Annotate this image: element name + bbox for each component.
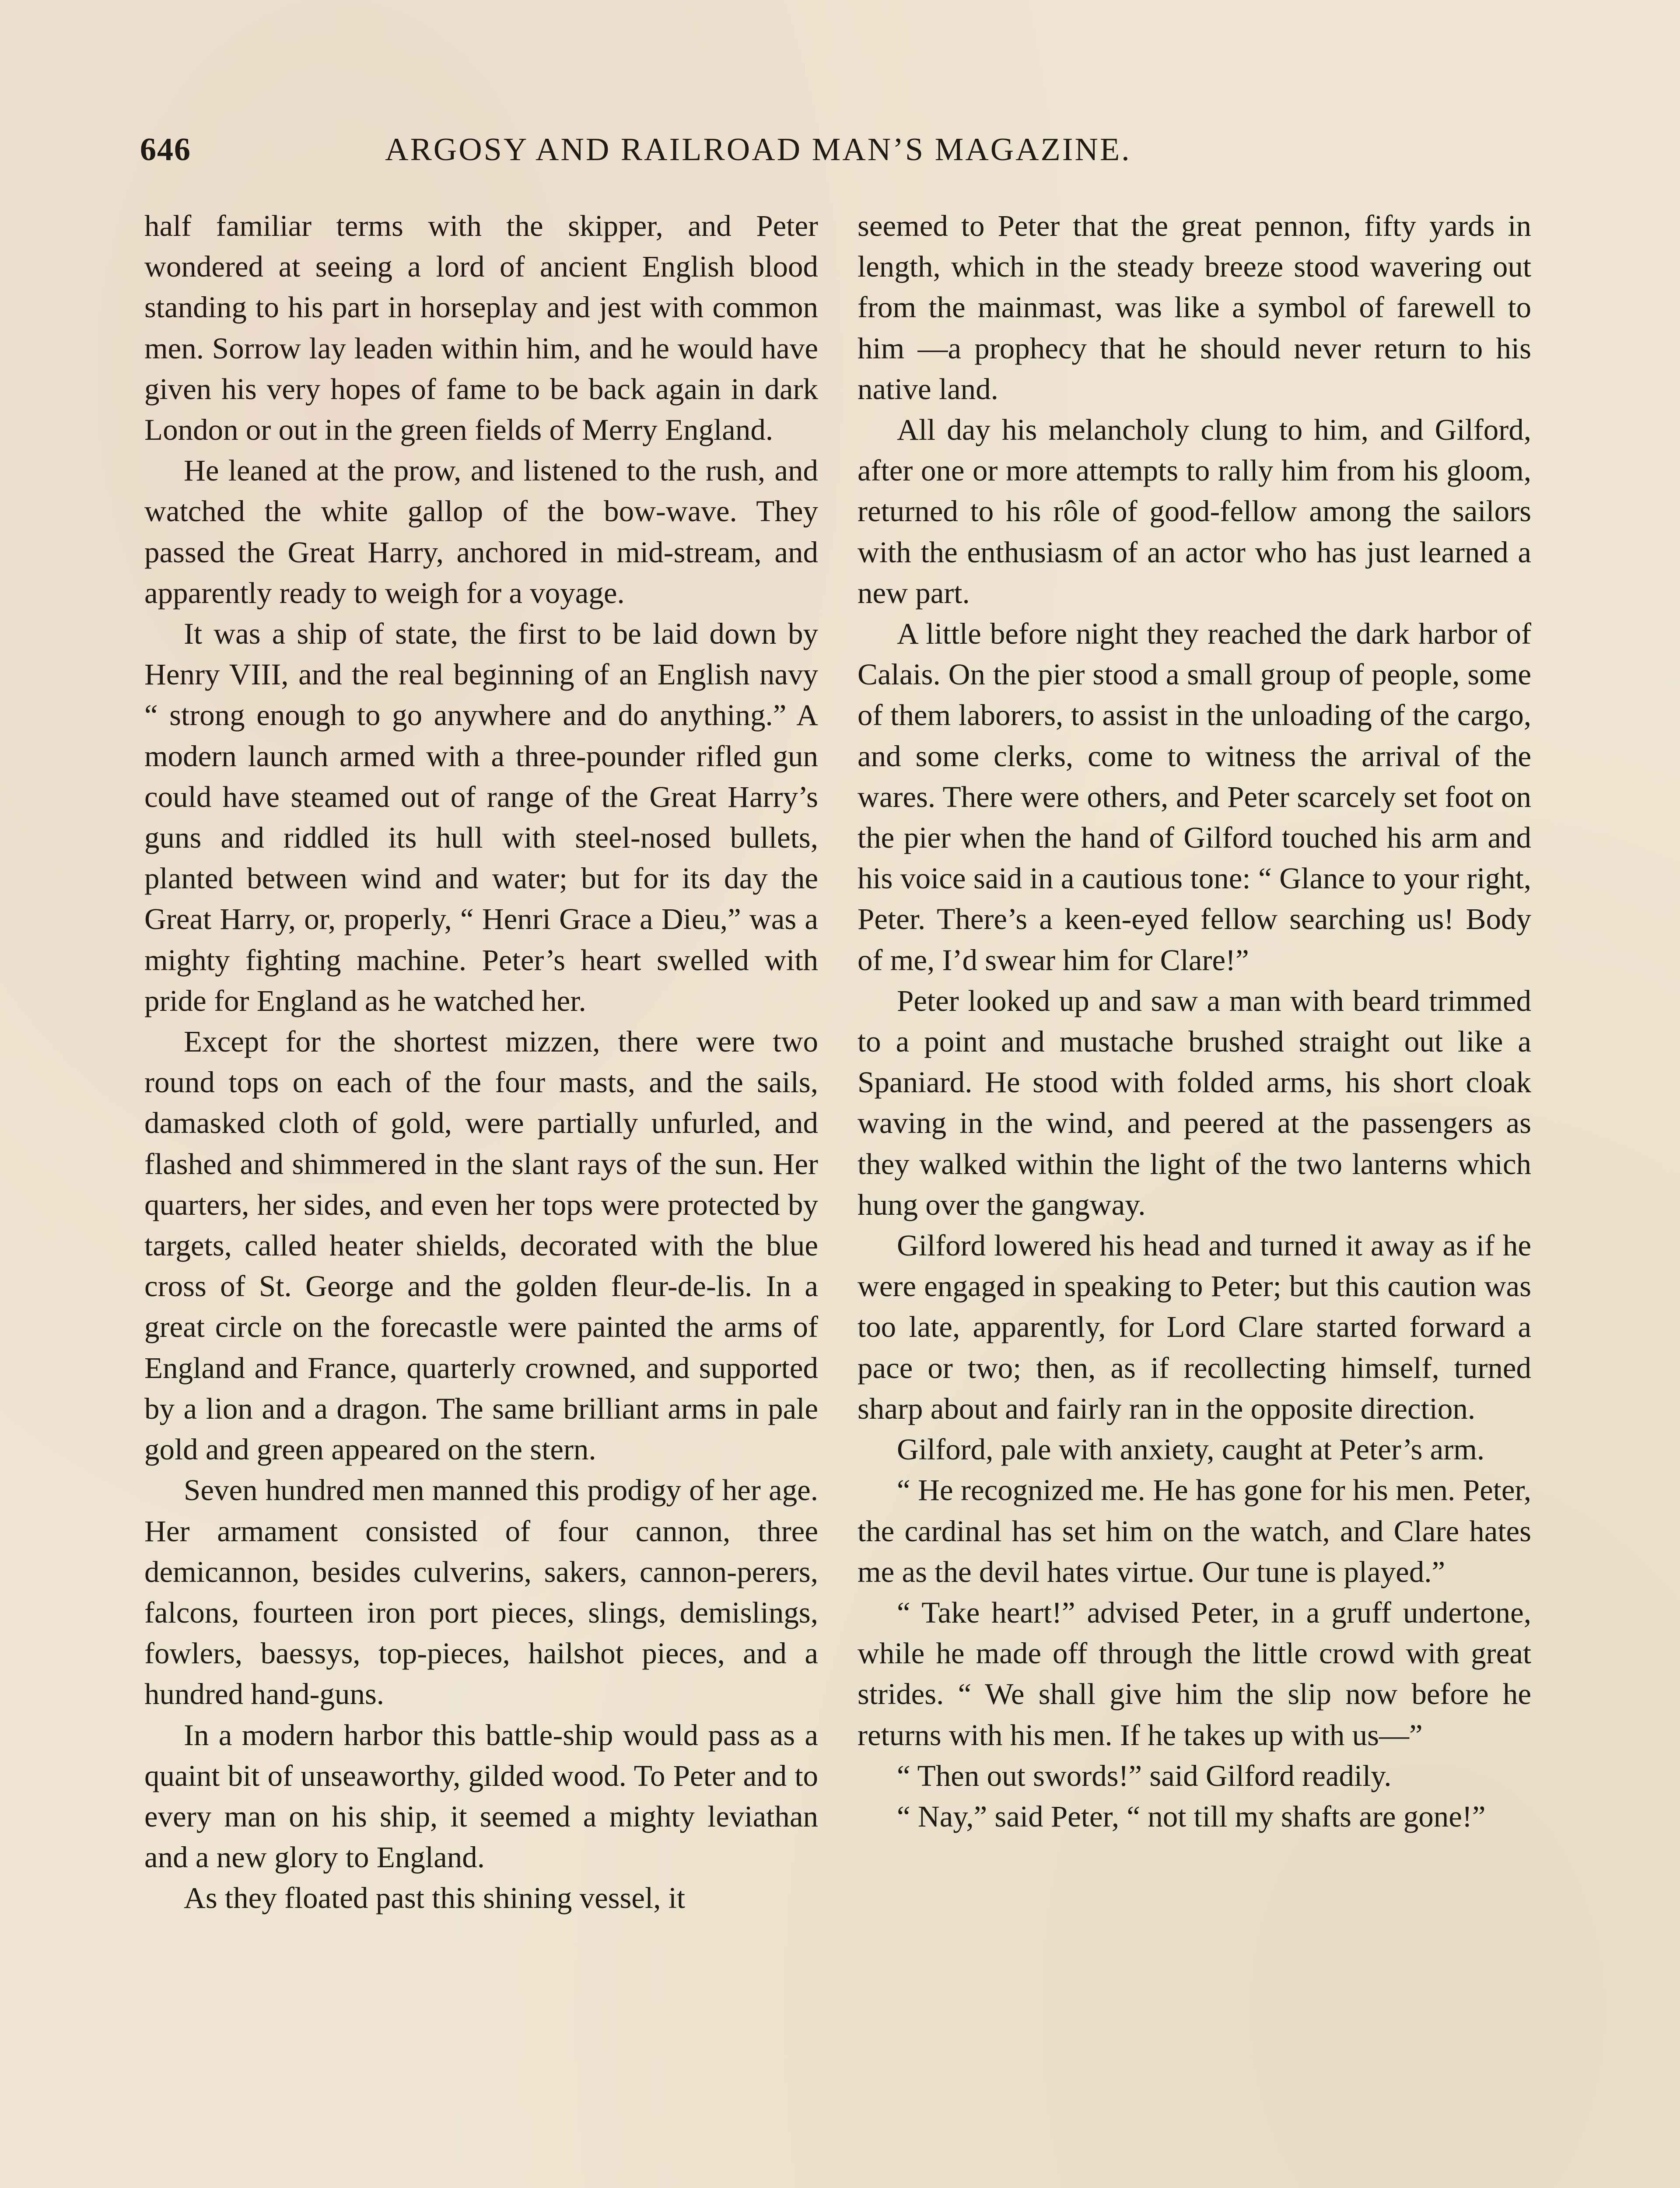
text-columns <box>140 206 1540 2188</box>
right-column <box>858 206 1531 1837</box>
paragraph: “ He recognized me. He has gone for his men. Peter, the cardinal has set him on the watch, and Clare hates me as the devil hates virtue. Our tune is played.” <box>858 1473 1531 1588</box>
paragraph: seemed to Peter that the great pennon, fifty yards in length, which in the steady breeze stood wavering out from the mainmast, was like a symbol of farewell to him —a prophecy that he should never return to his native land. <box>858 209 1531 406</box>
page-number: 646 <box>140 132 191 168</box>
paragraph: Except for the shortest mizzen, there were two round tops on each of the four masts, and the sails, damasked cloth of gold, were partially unfurled, and flashed and shimmered in the slant rays of the sun. Her quarters, her sides, and even her tops were protected by targets, called heater shields, decorated with the blue cross of St. George and the golden fleur-de-lis. In a great circle on the forecastle were painted the arms of England and France, quarterly crowned, and supported by a lion and a dragon. The same brilliant arms in pale gold and green appeared on the stern. <box>144 1025 818 1466</box>
paragraph: “ Take heart!” advised Peter, in a gruff undertone, while he made off through the little crowd with great strides. “ We shall give him the slip now before he returns with his men. If he takes up with us—” <box>858 1595 1531 1752</box>
paragraph: “ Nay,” said Peter, “ not till my shafts are gone!” <box>897 1799 1486 1833</box>
paragraph: All day his melancholy clung to him, and Gilford, after one or more attempts to rally him from his gloom, returned to his rôle of good-fellow among the sailors with the enthusiasm of an actor who has just learned a new part. <box>858 413 1531 610</box>
paragraph: He leaned at the prow, and listened to the rush, and watched the white gallop of the bow-wave. They passed the Great Harry, anchored in mid-stream, and apparently ready to weigh for a voyage. <box>144 454 818 610</box>
page-header <box>140 131 1540 179</box>
paragraph: As they floated past this shining vessel, it <box>184 1881 686 1915</box>
paragraph: Gilford, pale with anxiety, caught at Peter’s arm. <box>897 1433 1485 1466</box>
paragraph: Seven hundred men manned this prodigy of her age. Her armament consisted of four cannon, three demicannon, besides culverins, sakers, cannon-perers, falcons, fourteen iron port pieces, slings, demislings, fowlers, baessys, top-pieces, hailshot pieces, and a hundred hand-guns. <box>144 1473 818 1711</box>
paragraph: Gilford lowered his head and turned it away as if he were engaged in speaking to Peter; but this caution was too late, apparently, for Lord Clare started forward a pace or two; then, as if recollecting himself, turned sharp about and fairly ran in the opposite direction. <box>858 1229 1531 1425</box>
paragraph: Peter looked up and saw a man with beard trimmed to a point and mustache brushed straight out like a Spaniard. He stood with folded arms, his short cloak waving in the wind, and peered at the passengers as they walked within the light of the two lanterns which hung over the gangway. <box>858 984 1531 1221</box>
paragraph: A little before night they reached the dark harbor of Calais. On the pier stood a small group of people, some of them laborers, to assist in the unloading of the cargo, and some clerks, come to witness the arrival of the wares. There were others, and Peter scarcely set foot on the pier when the hand of Gilford touched his arm and his voice said in a cautious tone: “ Glance to your right, Peter. There’s a keen-eyed fellow searching us! Body of me, I’d swear him for Clare!” <box>858 617 1531 977</box>
running-head: ARGOSY AND RAILROAD MAN’S MAGAZINE. <box>385 132 1131 168</box>
left-column <box>144 206 818 1919</box>
paragraph: In a modern harbor this battle-ship would pass as a quaint bit of unseaworthy, gilded wood. To Peter and to every man on his ship, it seemed a mighty leviathan and a new glory to England. <box>144 1718 818 1874</box>
paragraph: “ Then out swords!” said Gilford readily. <box>897 1759 1392 1792</box>
paragraph: half familiar terms with the skipper, and Peter wondered at seeing a lord of ancient English blood standing to his part in horseplay and jest with common men. Sorrow lay leaden within him, and he would have given his very hopes of fame to be back again in dark London or out in the green fields of Merry England. <box>144 209 818 447</box>
paragraph: It was a ship of state, the first to be laid down by Henry VIII, and the real beginning of an English navy “ strong enough to go anywhere and do anything.” A modern launch armed with a three-pounder rifled gun could have steamed out of range of the Great Harry’s guns and riddled its hull with steel-nosed bullets, planted between wind and water; but for its day the Great Harry, or, properly, “ Henri Grace a Dieu,” was a mighty fighting machine. Peter’s heart swelled with pride for England as he watched her. <box>144 617 818 1017</box>
